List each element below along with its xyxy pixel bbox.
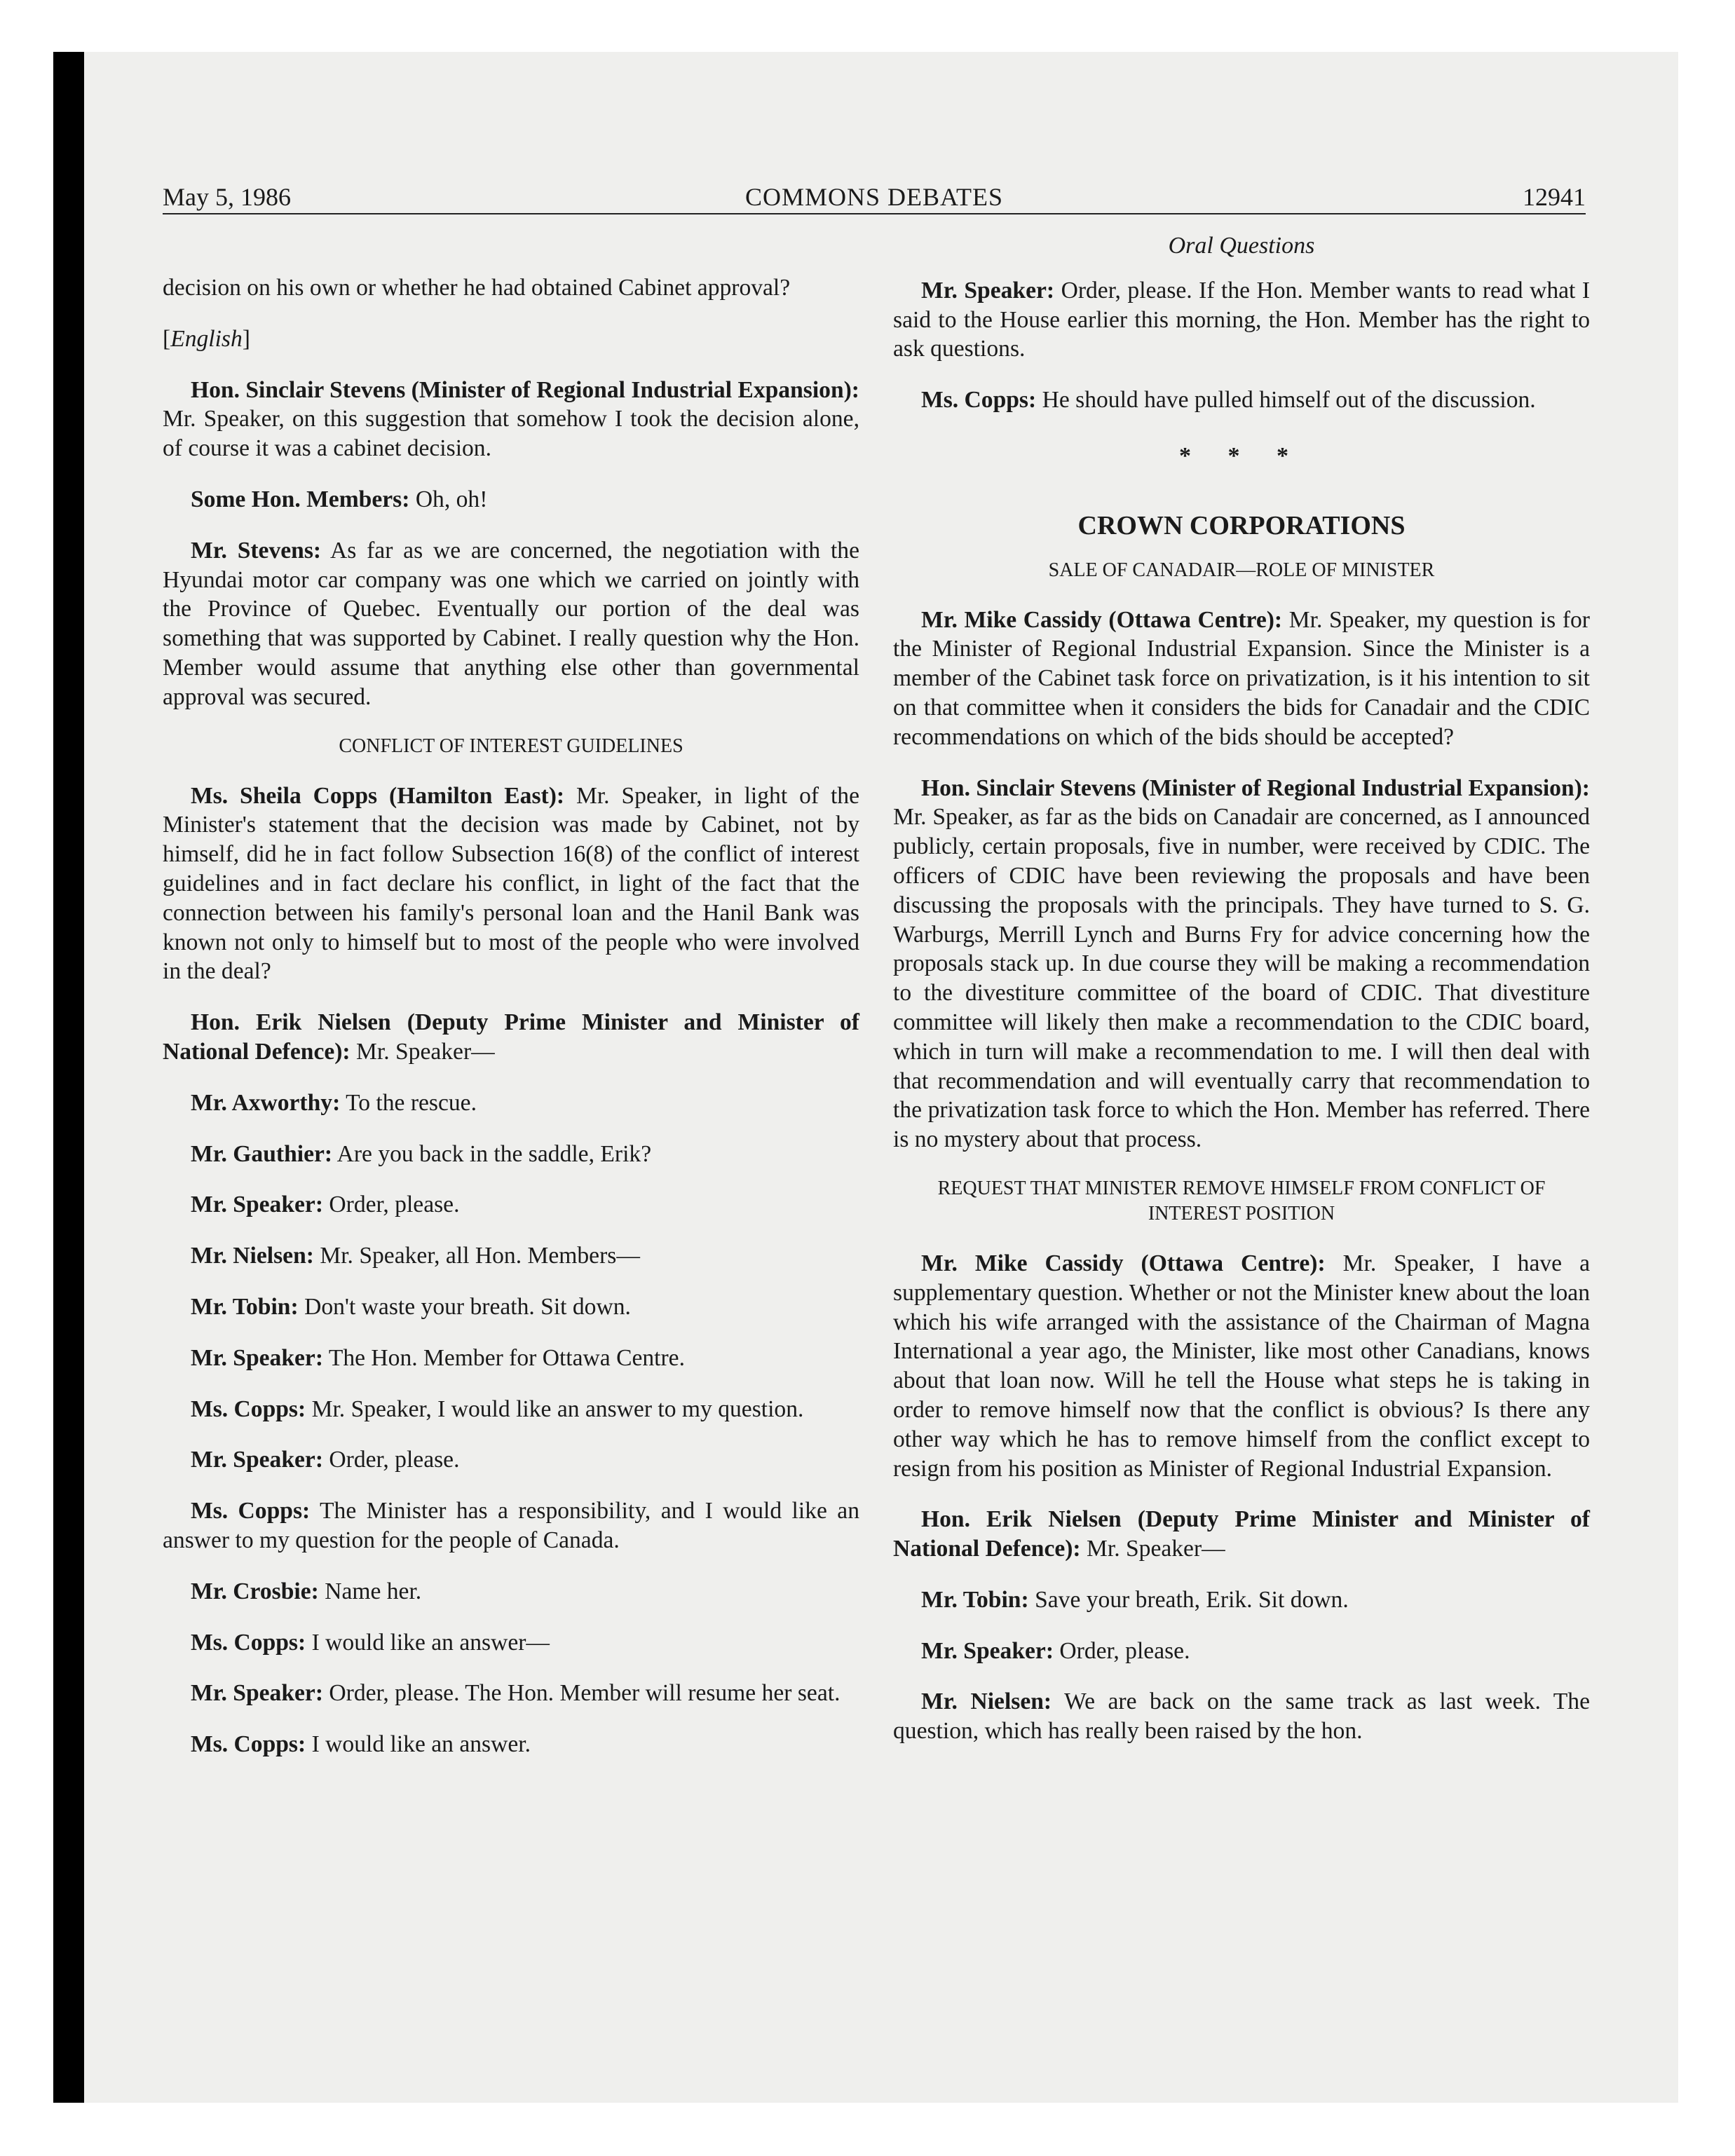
speaker-name: Mr. Crosbie: [191, 1578, 319, 1604]
speech-text: Order, please. [329, 1447, 460, 1473]
running-head: Oral Questions [1168, 233, 1315, 259]
speech-text: The Hon. Member for Ottawa Centre. [328, 1344, 685, 1371]
speech-paragraph [163, 782, 859, 987]
speaker-name: Ms. Copps: [191, 1396, 306, 1422]
topic-heading: CROWN CORPORATIONS [1077, 510, 1406, 540]
speech-paragraph [163, 1496, 859, 1555]
speech-paragraph [163, 1292, 859, 1322]
speech-paragraph [163, 1190, 859, 1220]
speech-text: We are back on the same track as last week. The question, which has really been raised by the hon. [893, 1688, 1590, 1745]
section-separator: * * * [1179, 442, 1304, 469]
speaker-name: Mr. Tobin: [191, 1293, 299, 1320]
speaker-name: Hon. Sinclair Stevens (Minister of Regional Industrial Expansion): [921, 775, 1590, 801]
speech-text: Order, please. The Hon. Member will resume her seat. [329, 1680, 841, 1707]
speech-paragraph [163, 376, 859, 463]
speech-text: I would like an answer. [311, 1731, 531, 1758]
speech-paragraph [893, 1505, 1590, 1564]
speaker-name: Mr. Nielsen: [191, 1243, 314, 1269]
continued-paragraph: decision on his own or whether he had obtained Cabinet approval? [163, 275, 791, 301]
speaker-name: Mr. Speaker: [191, 1344, 324, 1371]
speaker-name: Mr. Tobin: [921, 1586, 1029, 1613]
speaker-name: Mr. Speaker: [191, 1680, 324, 1707]
speech-text: Mr. Speaker, in light of the Minister's statement that the decision was made by Cabinet, not by himself, did he in fact follow Subsection 16(8) of the conflict of interest guidelines and in fact declare his conflict, in light of the fact that the connection between his family's personal loan and the Hanil Bank was known not only to himself but to most of the people who were involved in the deal? [163, 782, 859, 985]
speech-text: He should have pulled himself out of the discussion. [1042, 387, 1536, 414]
speaker-name: Hon. Sinclair Stevens (Minister of Regional Industrial Expansion): [191, 376, 859, 403]
header-title: COMMONS DEBATES [744, 183, 1004, 211]
speaker-name: Mr. Speaker: [921, 1637, 1054, 1664]
speech-paragraph [893, 1637, 1590, 1666]
speech-text: Save your breath, Erik. Sit down. [1035, 1586, 1349, 1613]
speech-text: As far as we are concerned, the negotiation with the Hyundai motor car company was one which we carried on jointly with the Province of Quebec. Eventually our portion of the deal was something that was supported by Cabinet. I really question why the Hon. Member would assume that anything else other than governmental approval was secured. [163, 537, 859, 710]
speaker-name: Ms. Copps: [921, 387, 1037, 414]
speech-paragraph [163, 1140, 859, 1169]
speech-text: Are you back in the saddle, Erik? [336, 1140, 652, 1167]
speech-paragraph [163, 536, 859, 712]
header-page-number: 12941 [1523, 183, 1586, 211]
speaker-name: Some Hon. Members: [191, 486, 410, 512]
speech-paragraph [893, 774, 1590, 1154]
page-header [163, 181, 1586, 214]
header-date: May 5, 1986 [163, 183, 291, 211]
speech-paragraph [163, 1679, 859, 1708]
speaker-name: Hon. Erik Nielsen (Deputy Prime Minister and Minister of National Defence): [893, 1506, 1590, 1562]
speech-text: Mr. Speaker, all Hon. Members— [320, 1243, 640, 1269]
speech-paragraph [163, 1628, 859, 1658]
speech-text: Order, please. [329, 1192, 460, 1218]
speech-paragraph [163, 1445, 859, 1475]
section-heading: CONFLICT OF INTEREST GUIDELINES [339, 735, 683, 757]
speech-text: Mr. Speaker— [1087, 1536, 1225, 1562]
speech-paragraph [163, 1395, 859, 1424]
speech-paragraph [163, 1344, 859, 1373]
speech-paragraph [163, 1241, 859, 1271]
speech-text: Mr. Speaker— [356, 1038, 495, 1065]
speech-paragraph [893, 1687, 1590, 1746]
speaker-name: Mr. Gauthier: [191, 1140, 333, 1167]
speech-text: Mr. Speaker, my question is for the Minister of Regional Industrial Expansion. Since the Minister is a member of the Cabinet task force on privatization, is it his intention to sit on that committee when it considers the bids for Canadair and the CDIC recommendations on which of the bids should be accepted? [893, 606, 1590, 750]
right-column [893, 231, 1590, 1768]
language-marker: [English] [163, 325, 250, 352]
speaker-name: Mr. Nielsen: [921, 1688, 1052, 1715]
speech-text: Name her. [325, 1578, 422, 1604]
speech-paragraph [163, 1577, 859, 1606]
speaker-name: Ms. Copps: [191, 1629, 306, 1656]
binding-edge [53, 52, 84, 2103]
speech-text: Don't waste your breath. Sit down. [304, 1293, 631, 1320]
speech-paragraph [893, 276, 1590, 364]
section-heading: SALE OF CANADAIR—ROLE OF MINISTER [1048, 559, 1435, 581]
speech-paragraph [163, 1730, 859, 1759]
speech-text: Order, please. If the Hon. Member wants to read what I said to the House earlier this morning, the Hon. Member has the right to ask questions. [893, 277, 1590, 362]
speaker-name: Ms. Copps: [191, 1498, 311, 1524]
speaker-name: Mr. Axworthy: [191, 1089, 341, 1116]
speech-paragraph [893, 1585, 1590, 1615]
speech-text: Order, please. [1059, 1637, 1190, 1664]
speaker-name: Ms. Copps: [191, 1731, 306, 1758]
speech-text: I would like an answer— [311, 1629, 550, 1656]
speaker-name: Ms. Sheila Copps (Hamilton East): [191, 782, 565, 809]
speaker-name: Mr. Mike Cassidy (Ottawa Centre): [921, 606, 1283, 633]
speech-paragraph [893, 1249, 1590, 1483]
section-heading: REQUEST THAT MINISTER REMOVE HIMSELF FROM CONFLICT OF INTEREST POSITION [937, 1177, 1546, 1224]
speaker-name: Mr. Stevens: [191, 537, 322, 564]
speaker-name: Hon. Erik Nielsen (Deputy Prime Minister and Minister of National Defence): [163, 1009, 859, 1065]
language-name: English [170, 325, 243, 352]
speech-paragraph [893, 606, 1590, 752]
speech-text: Mr. Speaker, on this suggestion that somehow I took the decision alone, of course it was a cabinet decision. [163, 406, 859, 462]
speech-text: Mr. Speaker, as far as the bids on Canadair are concerned, as I announced publicly, certain proposals, five in number, were received by CDIC. The officers of CDIC have been reviewing the proposals and have been discussing the proposals with the principals. They have turned to S. G. Warburgs, Merrill Lynch and Burns Fry for advice concerning how the proposals stack up. In due course they will be making a recommendation to the divestiture committee of the board of CDIC. That divestiture committee will likely then make a recommendation to the CDIC board, which in turn will make a recommendation to me. I will then deal with that recommendation and will eventually carry that recommendation to the privatization task force to which the Hon. Member has referred. There is no mystery about that process. [893, 804, 1590, 1153]
speech-text: Oh, oh! [415, 486, 488, 512]
speech-paragraph [893, 386, 1590, 415]
speech-text: Mr. Speaker, I would like an answer to my question. [311, 1396, 804, 1422]
left-column [163, 273, 859, 1781]
speaker-name: Mr. Speaker: [191, 1192, 324, 1218]
speaker-name: Mr. Speaker: [921, 277, 1055, 303]
speech-text: The Minister has a responsibility, and I would like an answer to my question for the people of Canada. [163, 1498, 859, 1553]
speech-text: To the rescue. [346, 1089, 477, 1116]
speech-paragraph [163, 1008, 859, 1067]
speaker-name: Mr. Speaker: [191, 1447, 324, 1473]
speech-text: Mr. Speaker, I have a supplementary question. Whether or not the Minister knew about the loan which his wife arranged with the assistance of the Chairman of Magna International a year ago, the Minister, like most other Canadians, knows about that loan now. Will he tell the House what steps he is taking in order to remove himself now that the conflict is obvious? Is there any other way which he has to remove himself from the conflict except to resign from his position as Minister of Regional Industrial Expansion. [893, 1250, 1590, 1482]
speech-paragraph [163, 485, 859, 514]
speaker-name: Mr. Mike Cassidy (Ottawa Centre): [921, 1250, 1326, 1276]
speech-paragraph [163, 1089, 859, 1118]
